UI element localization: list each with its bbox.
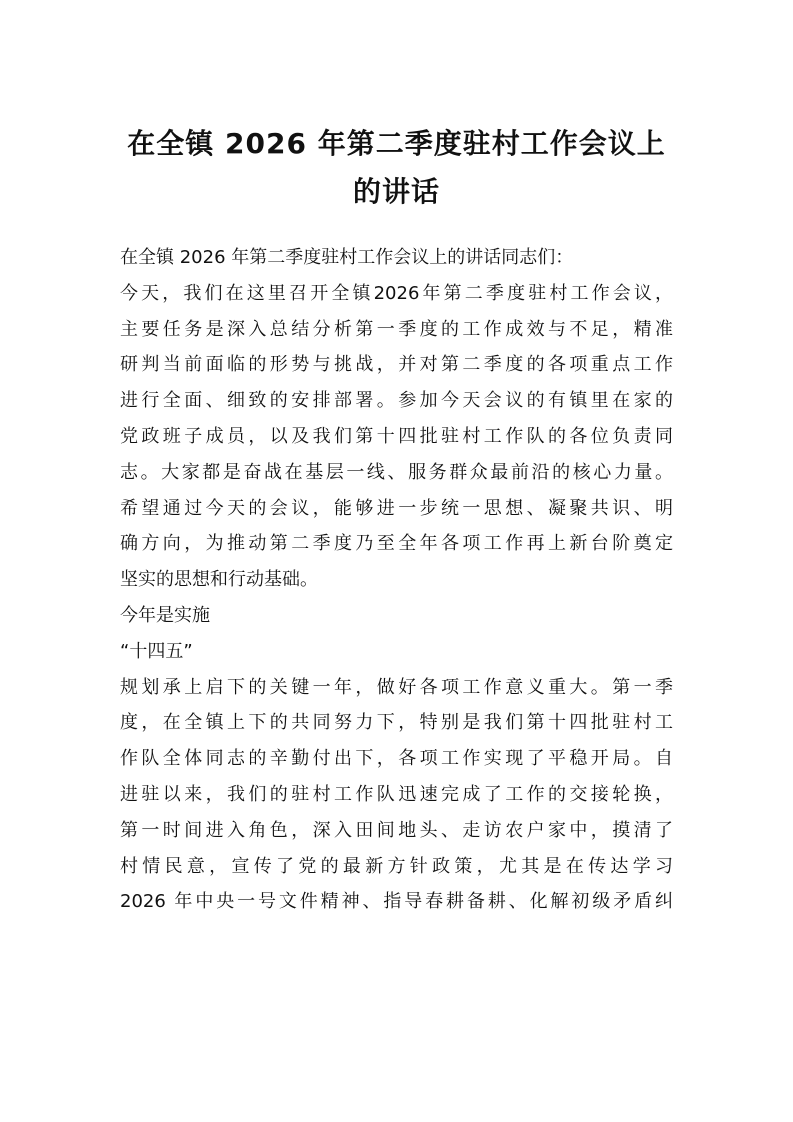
body-text-line: 进驻以来，我们的驻村工作队迅速完成了工作的交接轮换， (120, 783, 673, 805)
body-text-line: 作队全体同志的辛勤付出下，各项工作实现了平稳开局。自 (120, 748, 673, 770)
body-text-line: 2026 年中央一号文件精神、指导春耕备耕、化解初级矛盾纠 (120, 891, 673, 913)
body-text-line: 规划承上启下的关键一年，做好各项工作意义重大。第一季 (120, 676, 673, 698)
document-body (120, 240, 673, 920)
body-text-line: 研判当前面临的形势与挑战，并对第二季度的各项重点工作 (120, 354, 673, 376)
body-text-line: 第一时间进入角色，深入田间地头、走访农户家中，摸清了 (120, 819, 673, 841)
body-text-line: 主要任务是深入总结分析第一季度的工作成效与不足，精准 (120, 318, 673, 340)
document-title-line-2: 的讲话 (352, 175, 440, 208)
body-text-line: 今天，我们在这里召开全镇2026年第二季度驻村工作会议， (120, 282, 673, 304)
document-title-line-1: 在全镇 2026 年第二季度驻村工作会议上 (127, 127, 666, 160)
body-text-line: 进行全面、细致的安排部署。参加今天会议的有镇里在家的 (120, 390, 673, 412)
body-text-line: 在全镇 2026 年第二季度驻村工作会议上的讲话同志们： (120, 247, 574, 268)
body-text-line: 村情民意，宣传了党的最新方针政策，尤其是在传达学习 (120, 855, 673, 877)
body-text-line: 坚实的思想和行动基础。 (120, 569, 318, 591)
body-text-line: 确方向，为推动第二季度乃至全年各项工作再上新台阶奠定 (120, 533, 673, 555)
body-text-line: 希望通过今天的会议，能够进一步统一思想、凝聚共识、明 (120, 497, 673, 519)
body-text-line: 度，在全镇上下的共同努力下，特别是我们第十四批驻村工 (120, 712, 673, 734)
body-text-line: “十四五” (120, 640, 193, 662)
body-text-line: 志。大家都是奋战在基层一线、服务群众最前沿的核心力量。 (120, 461, 673, 483)
body-text-line: 今年是实施 (120, 604, 210, 626)
body-text-line: 党政班子成员，以及我们第十四批驻村工作队的各位负责同 (120, 425, 673, 447)
